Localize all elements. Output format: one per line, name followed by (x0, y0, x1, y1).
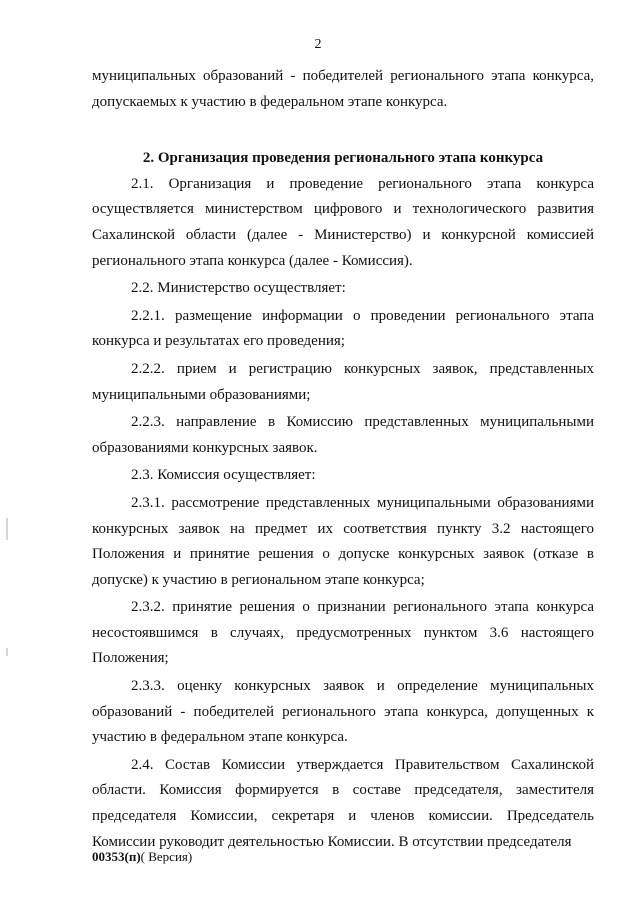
paragraph-2-2-3: 2.2.3. направление в Комиссию представленных муниципальными образованиями конкурсных заявок. (92, 414, 594, 456)
paragraph-2-3: 2.3. Комиссия осуществляет: (131, 467, 316, 484)
paragraph-2-2-1: 2.2.1. размещение информации о проведении регионального этапа конкурса и результатах его проведения; (92, 307, 594, 350)
paragraph-2-3-3: 2.3.3. оценку конкурсных заявок и определение муниципальных образований - победителей регионального этапа конкурса, допущенных к участию в федеральном этапе конкурса. (92, 678, 594, 746)
paragraph-2-3-1: 2.3.1. рассмотрение представленных муниципальными образованиями конкурсных заявок на предмет их соответствия пункту 3.2 настоящего Положения и принятие решения о допуске конкурсных заявок (отказе в допуске) к участию в региональном этапе конкурса; (92, 494, 594, 588)
paragraph-2-2-2: 2.2.2. прием и регистрацию конкурсных заявок, представленных муниципальными образованиями; (92, 360, 594, 403)
document-body (92, 64, 594, 855)
document-version-label: ( Версия) (140, 849, 193, 864)
paragraph-2-1: 2.1. Организация и проведение регионального этапа конкурса осуществляется министерством цифрового и технологического развития Сахалинской области (далее - Министерство) и конкурсной комиссией регионального этапа конкурса (далее - Комиссия). (92, 175, 594, 269)
scan-edge-mark (6, 518, 8, 540)
document-code: 00353(п) (92, 849, 141, 864)
paragraph-2-4: 2.4. Состав Комиссии утверждается Правительством Сахалинской области. Комиссия формируется в составе председателя, заместителя председателя Комиссии, секретаря и членов комиссии. Председатель Комиссии руководит деятельностью Комиссии. В отсутствии председателя (92, 756, 594, 850)
page-number: 2 (314, 37, 322, 52)
document-footer (92, 849, 192, 865)
section-heading: 2. Организация проведения регионального этапа конкурса (142, 150, 544, 167)
intro-paragraph: муниципальных образований - победителей регионального этапа конкурса, допускаемых к участию в федеральном этапе конкурса. (92, 68, 594, 110)
paragraph-2-3-2: 2.3.2. принятие решения о признании регионального этапа конкурса несостоявшимся в случаях, предусмотренных пунктом 3.6 настоящего Положения; (92, 599, 594, 667)
paragraph-2-2: 2.2. Министерство осуществляет: (131, 280, 346, 297)
scan-edge-mark (6, 648, 8, 656)
